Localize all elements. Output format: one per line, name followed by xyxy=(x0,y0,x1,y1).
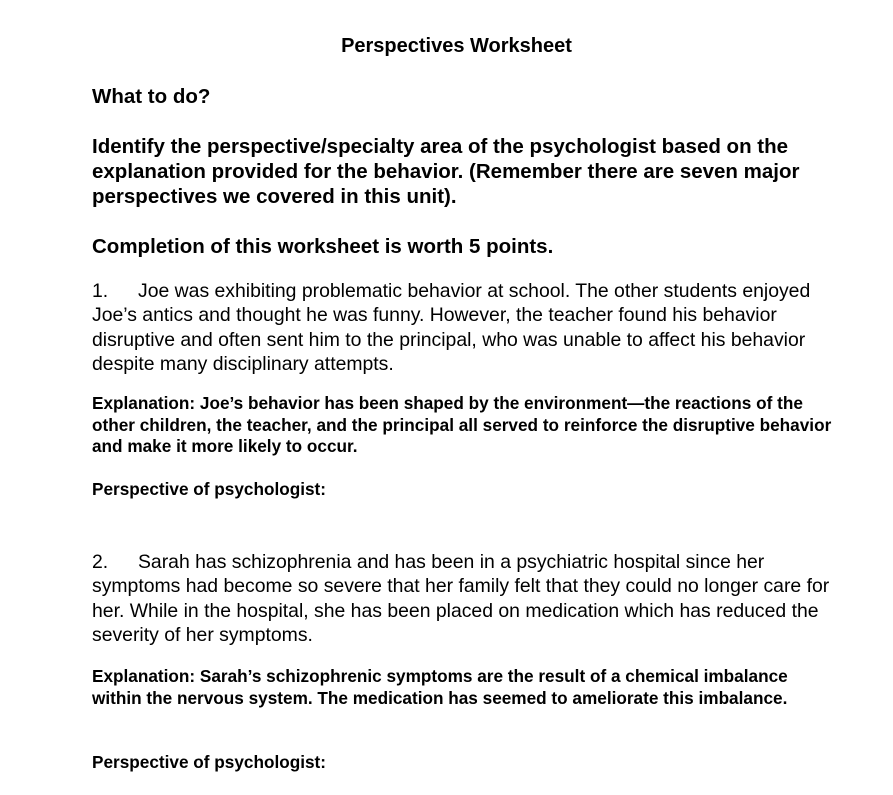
page-title: Perspectives Worksheet xyxy=(341,35,572,57)
item-1-number: 1. xyxy=(92,280,109,302)
what-to-do-heading: What to do? xyxy=(92,85,211,108)
item-1-explanation: Explanation: Joe’s behavior has been shaped by the environment—the reactions of the other children, the teacher, and the principal all served to reinforce the disruptive behavior and make it more likely to occur. xyxy=(92,393,832,456)
item-2-scenario xyxy=(92,550,832,647)
item-2-scenario-text: Sarah has schizophrenia and has been in a psychiatric hospital since her symptoms had become so severe that her family felt that they could no longer care for her. While in the hospital, she has been placed on medication which has reduced the severity of her symptoms. xyxy=(92,551,830,646)
item-1-scenario xyxy=(92,279,832,376)
points-note: Completion of this worksheet is worth 5 points. xyxy=(92,235,554,258)
item-1-scenario-text: Joe was exhibiting problematic behavior at school. The other students enjoyed Joe’s antics and thought he was funny. However, the teacher found his behavior disruptive and often sent him to the principal, who was unable to affect his behavior despite many disciplinary attempts. xyxy=(92,280,811,375)
item-2-perspective-label: Perspective of psychologist: xyxy=(92,752,327,772)
item-2-number: 2. xyxy=(92,551,109,573)
item-1-perspective-label: Perspective of psychologist: xyxy=(92,479,327,499)
instructions: Identify the perspective/specialty area of the psychologist based on the explanation provided for the behavior. (Remember there are seven major perspectives we covered in this unit). xyxy=(92,135,800,208)
item-2-explanation: Explanation: Sarah’s schizophrenic symptoms are the result of a chemical imbalance within the nervous system. The medication has seemed to ameliorate this imbalance. xyxy=(92,666,788,708)
